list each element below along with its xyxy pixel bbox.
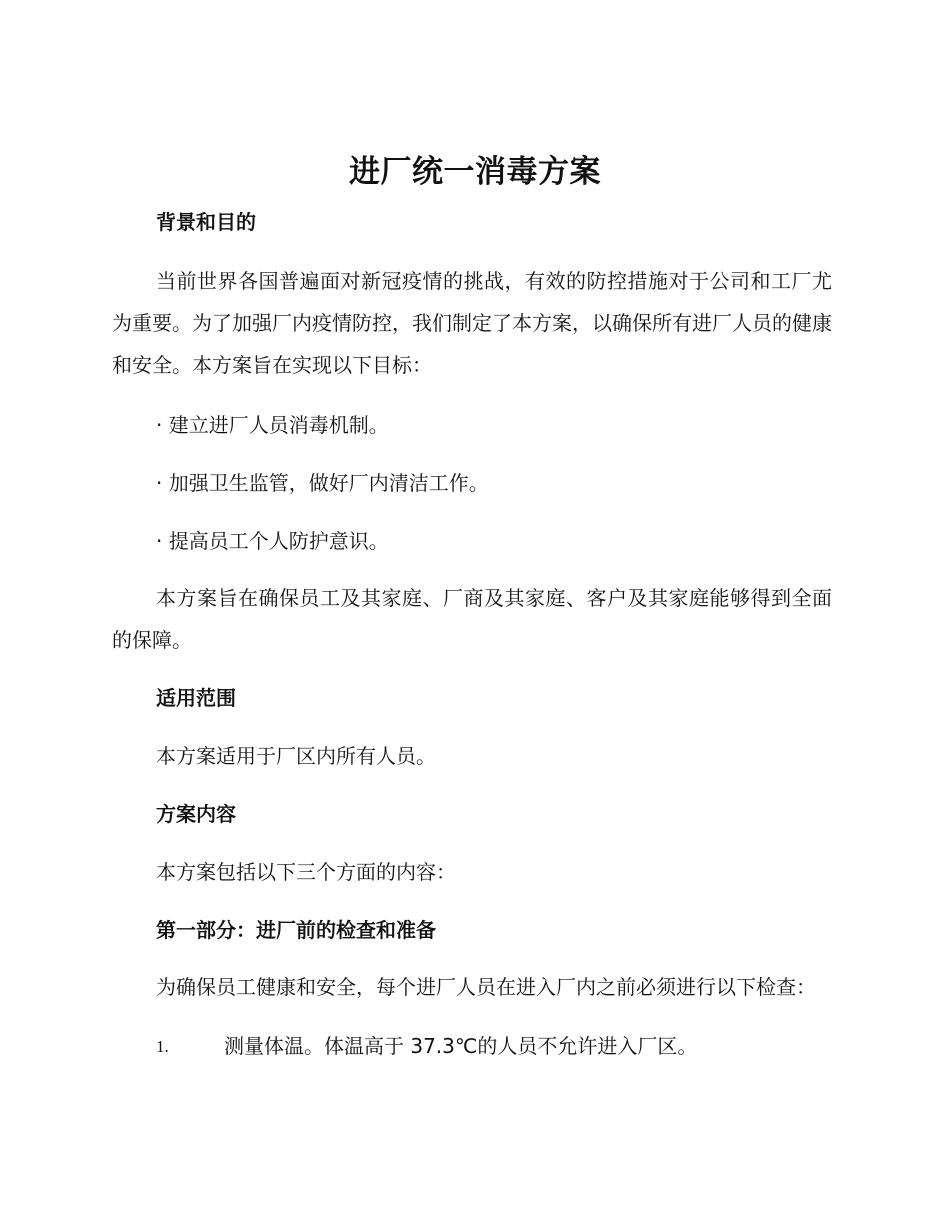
check-list-item bbox=[112, 1032, 832, 1060]
document-body bbox=[112, 200, 832, 1060]
section-heading-background: 背景和目的 bbox=[156, 210, 256, 234]
background-paragraph: 当前世界各国普遍面对新冠疫情的挑战，有效的防控措施对于公司和工厂尤为重要。为了加强厂内疫情防控，我们制定了本方案，以确保所有进厂人员的健康和安全。本方案旨在实现以下目标： bbox=[112, 269, 832, 377]
section-heading-scope: 适用范围 bbox=[156, 686, 236, 710]
part1-paragraph: 为确保员工健康和安全，每个进厂人员在进入厂内之前必须进行以下检查： bbox=[156, 975, 816, 999]
goal-item: · 提高员工个人防护意识。 bbox=[156, 529, 389, 553]
goal-item: · 建立进厂人员消毒机制。 bbox=[156, 413, 389, 437]
scope-paragraph: 本方案适用于厂区内所有人员。 bbox=[156, 744, 436, 768]
content-paragraph: 本方案包括以下三个方面的内容： bbox=[156, 860, 456, 884]
document-title: 进厂统一消毒方案 bbox=[349, 154, 601, 190]
list-item-text: 测量体温。体温高于 37.3℃的人员不允许进入厂区。 bbox=[224, 1034, 698, 1058]
summary-paragraph: 本方案旨在确保员工及其家庭、厂商及其家庭、客户及其家庭能够得到全面的保障。 bbox=[112, 586, 832, 652]
goal-item: · 加强卫生监管，做好厂内清洁工作。 bbox=[156, 471, 489, 495]
list-number: 1. bbox=[156, 1037, 169, 1056]
section-heading-part1: 第一部分：进厂前的检查和准备 bbox=[156, 918, 436, 942]
section-heading-content: 方案内容 bbox=[156, 802, 236, 826]
